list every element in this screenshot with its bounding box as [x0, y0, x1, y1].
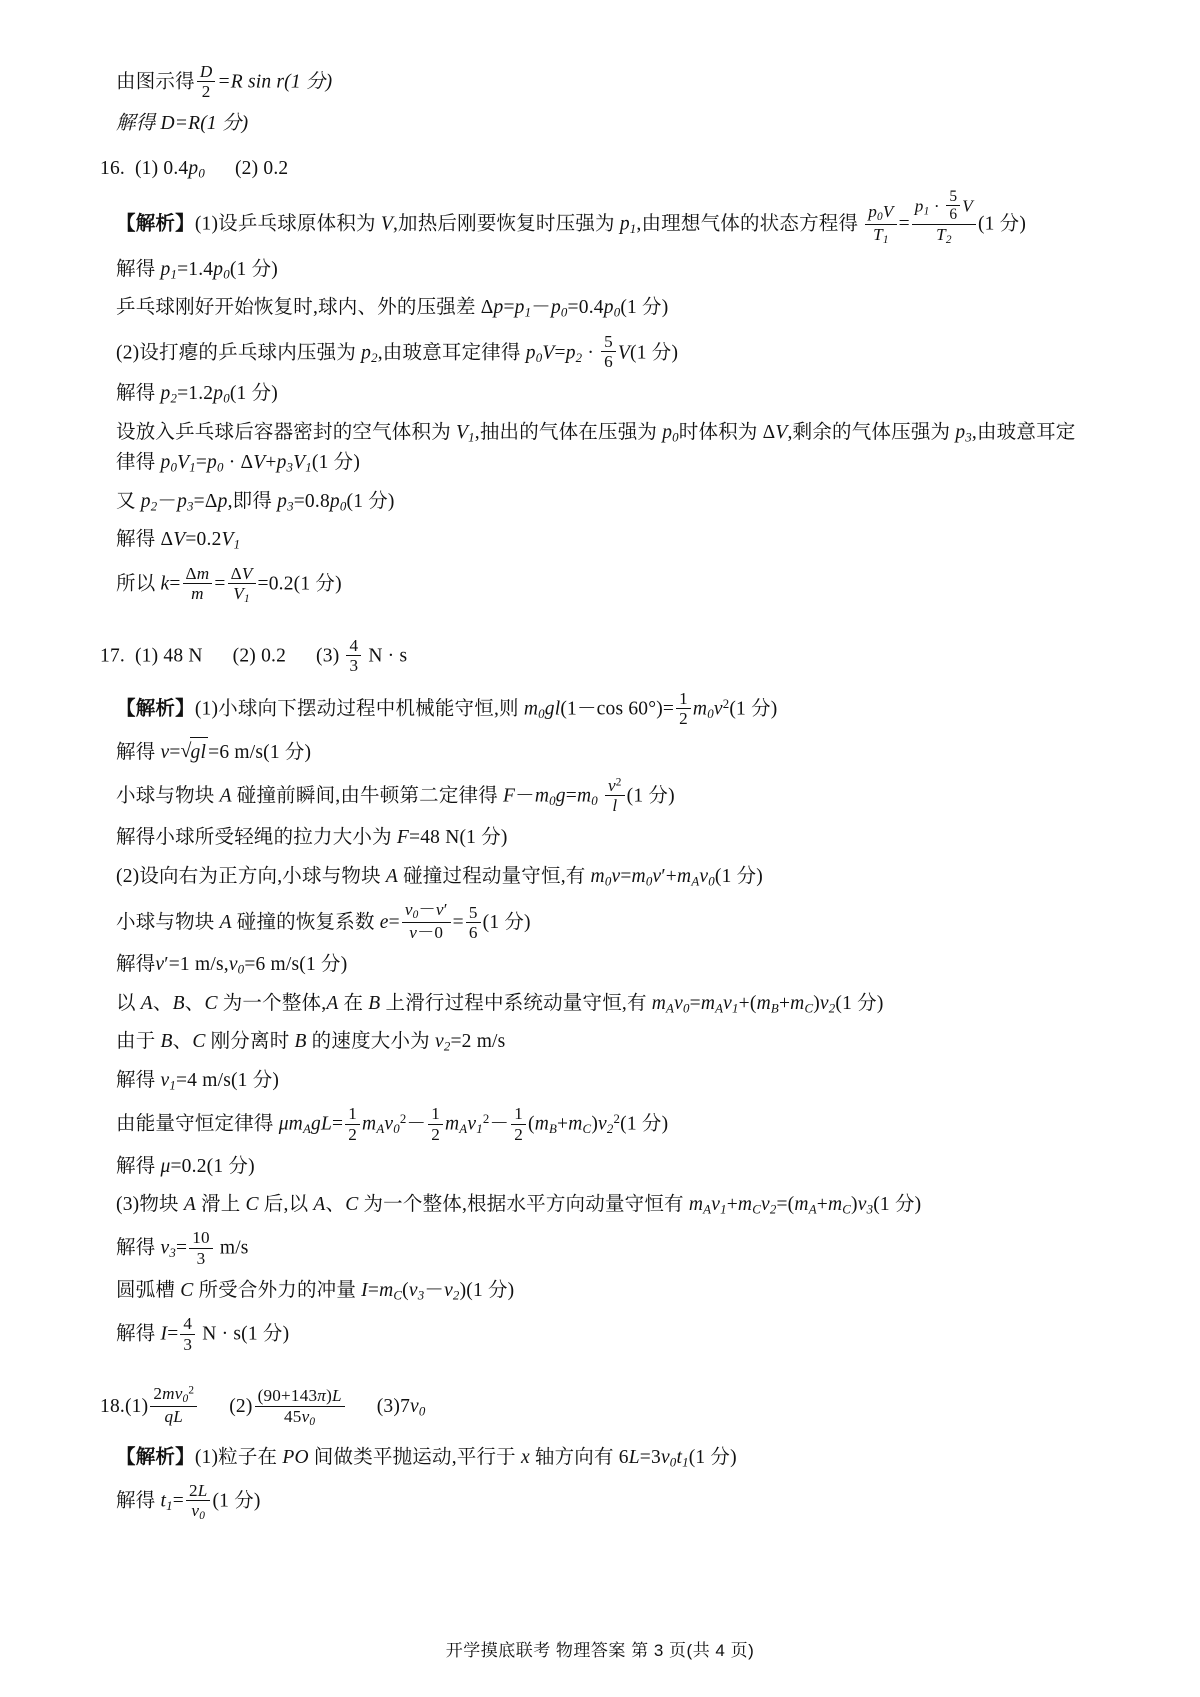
q16-frac-right: $p_1$ · $\frac{5}{6}$ V $T_2$ — [912, 188, 976, 246]
q17-sol-line-3: 小球与物块 A 碰撞前瞬间,由牛顿第二定律得 $F-m_0g=m_0$ $\frac{v^2}{l}$ (1 分) — [116, 775, 675, 816]
q17-sol-line-1: 【解析】(1)小球向下摆动过程中机械能守恒,则 $m_0gl(1-\cos$ 60°)= $\frac{1}{2}$ $m_0v^2(1$ 分) — [116, 689, 778, 729]
q16-sol-line-7: 又 $p_2-p_3=\Delta p$,即得 $p_3=0.8p_0(1$ 分) — [116, 490, 395, 514]
q16-sol-line-6: 设放入乒乓球后容器密封的空气体积为 $V_1$,抽出的气体在压强为 $p_0$时体积为 ΔV,剩余的气体压强为 $p_3$,由玻意耳定律得 $p_0V_1=p_0 \cdot \Delta V+p_3V_1(1$ 分) — [116, 421, 1076, 475]
q15-fraction — [197, 62, 216, 101]
q17-number: 17. — [100, 645, 125, 667]
q17-frac-half-3: $\frac{1}{2}$ — [428, 1104, 443, 1143]
q18-answer-line: 18.(1) $\frac{2mv_0^2}{qL}$ (2) $\frac{(90+143\pi)L}{45v_0}$ $(3)7v_0$ — [100, 1383, 426, 1428]
q17-sol-line-9: 由于 B、C 刚分离时 B 的速度大小为 $v_2=2$ m/s — [116, 1031, 506, 1054]
q16-sol-line-4: (2)设打瘪的乒乓球内压强为 $p_2$,由玻意耳定律得 $p_0V=p_2$ · $\frac{5}{6}$ V(1 分) — [116, 331, 679, 371]
q18-sol-label: 【解析】 — [116, 1446, 195, 1468]
q15-line-2 — [100, 109, 1080, 139]
q16-frac-dm: $\frac{\Delta m}{m}$ — [183, 564, 213, 603]
q16-answer-line: 16. (1) $0.4p_0$ (2) 0.2 — [100, 157, 289, 181]
q17-frac-v2l: $\frac{v^2}{l}$ — [605, 776, 625, 815]
q17-sol-line-7: 解得v′=1 $m/s,v_0=6$ m/s(1 分) — [116, 954, 348, 977]
q17-sqrt: √ gl — [181, 737, 209, 768]
q15-frac-den: 2 — [197, 81, 216, 101]
q17-sol-line-13: (3)物块 A 滑上 C 后,以 A、C 为一个整体,根据水平方向动量守恒有 $m_Av_1+m_Cv_2=(m_A+m_C)v_3(1$ 分) — [116, 1193, 922, 1217]
q15-line1-rest: =R sin r(1 分) — [217, 71, 333, 93]
q16-sol-line-2: 解得 $p_1=1.4p_0(1$ 分) — [116, 258, 278, 282]
q17-sol-line-16: 解得 I= $\frac{4}{3}$ N · s(1 分) — [116, 1314, 290, 1354]
q17-sol-line-6: 小球与物块 A 碰撞的恢复系数 e= $\frac{v_0-v'}{v-0}$ = $\frac{5}{6}$ (1 分) — [116, 900, 531, 942]
q17-ans-den: 3 — [346, 655, 361, 675]
q15-frac-num: D — [199, 62, 213, 81]
q16-sol-line-1: 【解析】(1)设乒乓球原体积为 V,加热后刚要恢复时压强为 $p_1$,由理想气体的状态方程得 $\frac{p_0V}{T_1}$ = $p_1$ · $\frac{5}{6}$ V $T_2$ (1 分) — [116, 188, 1027, 246]
page-content — [100, 62, 1080, 1531]
q15-line1-prefix: 由图示得 — [116, 71, 195, 93]
q16-sol-line-8: 解得 $\Delta V=0.2V_1$ — [116, 529, 241, 552]
q16-frac-dv: $\frac{\Delta V}{V_1}$ — [228, 564, 256, 606]
q18-sol-line-2: 解得 $t_1=$ $\frac{2L}{v_0}$ (1 分) — [116, 1481, 261, 1523]
q16-sol-line-9: 所以 k= $\frac{\Delta m}{m}$ = $\frac{\Delta V}{V_1}$ =0.2(1 分) — [116, 563, 342, 606]
q16-frac-56: $\frac{5}{6}$ — [601, 332, 616, 371]
q17-frac-43: $\frac{4}{3}$ — [180, 1314, 195, 1353]
q17-ans-unit: N · s — [368, 645, 408, 667]
q17-sol-line-15: 圆弧槽 C 所受合外力的冲量 $I=m_C(v_3-v_2)(1$ 分) — [116, 1279, 515, 1303]
q17-sol-line-4: 解得小球所受轻绳的拉力大小为 F=48 N(1 分) — [116, 827, 508, 849]
q16-frac-left: $\frac{p_0V}{T_1}$ — [865, 202, 896, 247]
q17-frac-answer — [346, 636, 361, 675]
q18-sol-line-1: 【解析】(1)粒子在 PO 间做类平抛运动,平行于 x 轴方向有 $6L=3v_0t_1(1$ 分) — [116, 1446, 737, 1470]
q18-number: 18. — [100, 1395, 125, 1417]
q16-sol-line-3: 乒乓球刚好开始恢复时,球内、外的压强差 $\Delta p=p_1-p_0=0.4p_0(1$ 分) — [116, 297, 669, 320]
q17-answer-line: 17. (1) 48 N (2) 0.2 (3) $\frac{4}{3}$ N · s — [100, 635, 408, 676]
q17-frac-e: $\frac{v_0-v'}{v-0}$ — [402, 900, 451, 942]
q16-sol-label: 【解析】 — [116, 213, 195, 235]
q17-sol-line-14: 解得 $v_3=$ $\frac{10}{3}$ m/s — [116, 1228, 249, 1268]
q17-frac-103: $\frac{10}{3}$ — [189, 1228, 213, 1267]
q18-frac-t1: $\frac{2L}{v_0}$ — [186, 1481, 211, 1523]
page-footer: 开学摸底联考 物理答案 第 3 页(共 4 页) — [445, 1641, 755, 1660]
q17-frac-half-4: $\frac{1}{2}$ — [511, 1104, 526, 1143]
q17-sol-label: 【解析】 — [116, 698, 195, 720]
q17-ans-num: 4 — [349, 635, 359, 655]
q17-sol-line-11: 由能量守恒定律得 $\mu m_AgL=$ $\frac{1}{2}$ $m_Av_0^2-$ $\frac{1}{2}$ $m_Av_1^2-$ $\frac{1}{2}$ $(m_B+m_C)v_2^2(1$ 分) — [116, 1104, 669, 1144]
q17-sol-line-8: 以 A、B、C 为一个整体,A 在 B 上滑行过程中系统动量守恒,有 $m_Av_0=m_Av_1+(m_B+m_C)v_2(1$ 分) — [116, 992, 884, 1016]
q15-line-1 — [100, 62, 1080, 101]
q17-sol-line-2: 解得 v= √ gl =6 m/s(1 分) — [100, 737, 1080, 768]
q18-frac-a2: $\frac{(90+143\pi)L}{45v_0}$ — [255, 1386, 345, 1428]
q17-sol-line-5: (2)设向右为正方向,小球与物块 A 碰撞过程动量守恒,有 $m_0v=m_0v'+m_Av_0(1$ 分) — [116, 865, 763, 889]
q17-frac-half-1: $\frac{1}{2}$ — [676, 689, 691, 728]
q17-sol-line-10: 解得 $v_1=4$ m/s(1 分) — [116, 1069, 280, 1093]
q17-frac-half-2: $\frac{1}{2}$ — [345, 1104, 360, 1143]
q15-line2-text: 解得 D=R(1 分) — [116, 113, 249, 135]
q16-number: 16. — [100, 157, 125, 179]
q16-sol-line-5: 解得 $p_2=1.2p_0(1$ 分) — [116, 383, 278, 406]
q18-frac-a1: $\frac{2mv_0^2}{qL}$ — [150, 1384, 197, 1426]
q17-frac-56: $\frac{5}{6}$ — [466, 903, 481, 942]
q17-sol-line-12: 解得 μ=0.2(1 分) — [116, 1155, 255, 1177]
